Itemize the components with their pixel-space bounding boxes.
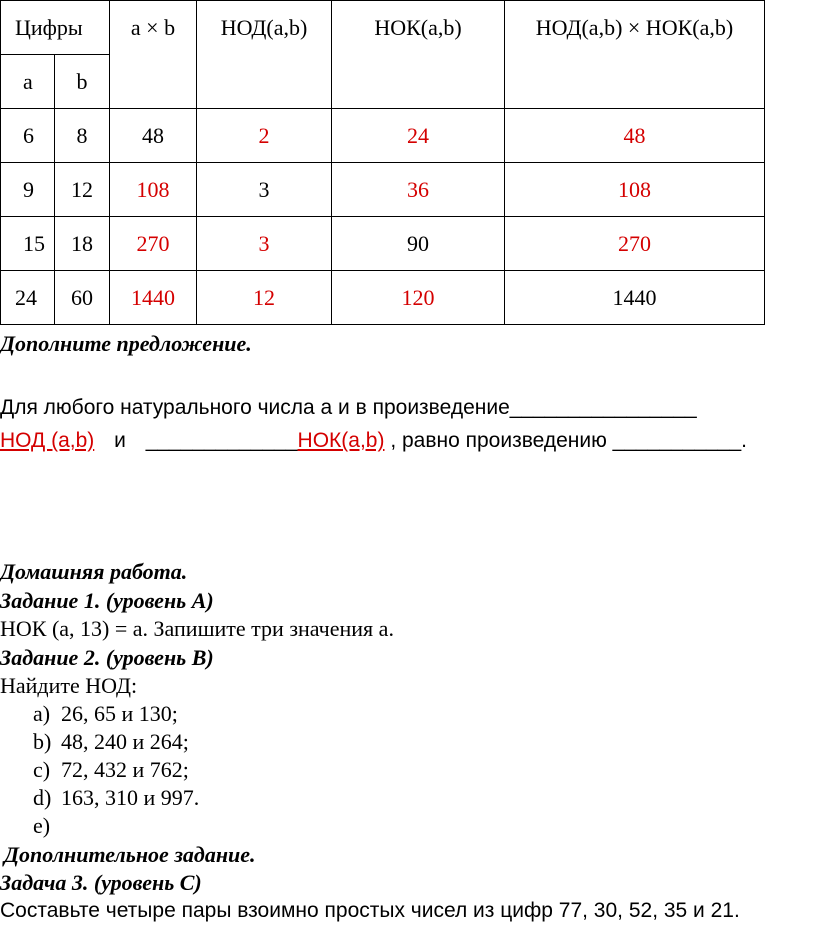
table-row: [1, 109, 765, 163]
task3-text: Составьте четыре пары взоимно простых чисел из цифр 77, 30, 52, 35 и 21.: [0, 899, 740, 922]
list-item: [33, 701, 178, 727]
complete-sentence-heading: Дополните предложение.: [0, 331, 252, 356]
table-row: [1, 271, 765, 325]
header-product: a × b: [110, 1, 197, 109]
cell-product: 270: [110, 217, 197, 271]
cell-gcd-lcm: 1440: [505, 271, 765, 325]
task2-title: Задание 2. (уровень В): [0, 645, 214, 670]
blank-1: _____________: [145, 429, 298, 452]
list-item: [33, 813, 61, 839]
cell-gcd-lcm: 48: [505, 109, 765, 163]
cell-lcm: 36: [332, 163, 505, 217]
cell-product: 1440: [110, 271, 197, 325]
task3-title: Задача 3. (уровень С): [0, 870, 202, 895]
cell-gcd: 2: [197, 109, 332, 163]
cell-b: 18: [55, 217, 110, 271]
header-digits: Цифры: [1, 1, 110, 55]
cell-lcm: 120: [332, 271, 505, 325]
header-gcd: НОД(a,b): [197, 1, 332, 109]
list-item: [33, 729, 189, 755]
cell-gcd-lcm: 108: [505, 163, 765, 217]
list-item-label: e): [33, 813, 51, 838]
homework-heading: Домашняя работа.: [0, 559, 188, 584]
table-row: [1, 163, 765, 217]
cell-a: 24: [1, 271, 55, 325]
list-item-label: b): [33, 729, 52, 754]
cell-b: 60: [55, 271, 110, 325]
list-item-text: 72, 432 и 762;: [61, 757, 189, 782]
cell-a: 15: [1, 217, 55, 271]
list-item: [33, 757, 189, 783]
list-item-text: 48, 240 и 264;: [61, 729, 189, 754]
cell-b: 12: [55, 163, 110, 217]
list-item-label: d): [33, 785, 52, 810]
task1-text: НОК (а, 13) = а. Запишите три значения а.: [0, 616, 394, 641]
list-item-label: c): [33, 757, 51, 782]
task1-title: Задание 1. (уровень А): [0, 588, 214, 613]
cell-product: 108: [110, 163, 197, 217]
cell-gcd: 3: [197, 217, 332, 271]
cell-product: 48: [110, 109, 197, 163]
sentence-tail: , равно произведению ___________.: [390, 429, 747, 452]
list-item-text: 163, 310 и 997.: [61, 785, 200, 810]
cell-lcm: 90: [332, 217, 505, 271]
list-item: [33, 785, 199, 811]
cell-gcd: 3: [197, 163, 332, 217]
and-word: и: [114, 429, 126, 452]
header-a: a: [1, 55, 55, 109]
table-header-row: [1, 1, 765, 55]
cell-lcm: 24: [332, 109, 505, 163]
cell-gcd: 12: [197, 271, 332, 325]
sentence-line-2: [0, 428, 747, 454]
gcd-lcm-table: [0, 0, 765, 325]
header-lcm: НОК(a,b): [332, 1, 505, 109]
table-row: [1, 217, 765, 271]
cell-gcd-lcm: 270: [505, 217, 765, 271]
list-item-label: a): [33, 701, 51, 726]
header-gcd-times-lcm: НОД(a,b) × НОК(a,b): [505, 1, 765, 109]
header-b: b: [55, 55, 110, 109]
list-item-text: 26, 65 и 130;: [61, 701, 178, 726]
lcm-answer: НОК(a,b): [297, 429, 385, 452]
sentence-line-1: Для любого натурального числа а и в произведение________________: [0, 396, 697, 419]
cell-a: 6: [1, 109, 55, 163]
task2-text: Найдите НОД:: [0, 673, 138, 698]
gcd-answer: НОД (a,b): [0, 429, 95, 452]
cell-a: 9: [1, 163, 55, 217]
cell-b: 8: [55, 109, 110, 163]
extra-task-heading: Дополнительное задание.: [4, 842, 256, 867]
